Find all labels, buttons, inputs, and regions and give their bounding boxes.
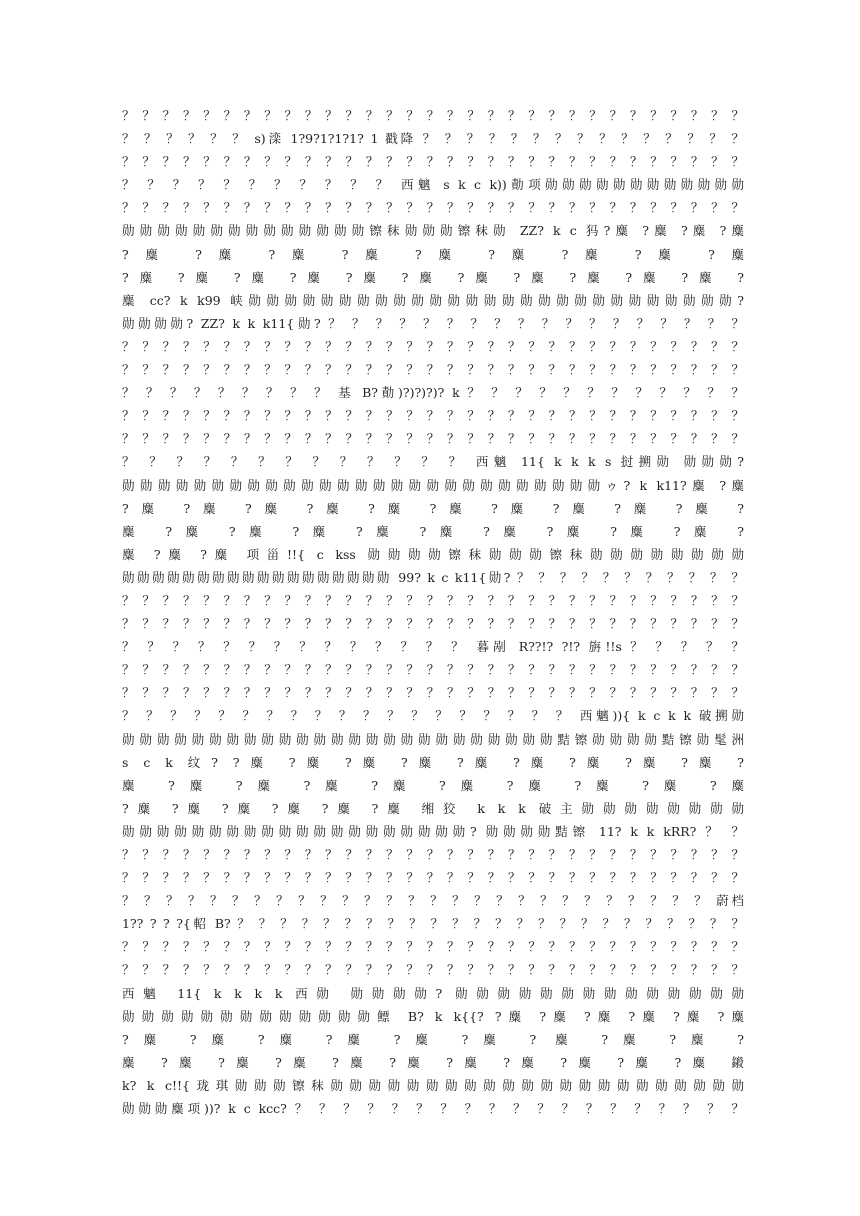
text-line: ？ ？ ？ ？ ？ ？ ？ ？ ？ ？ ？ ？ ？ ？ ？ ？ ？ ？ ？ ？ ？ ？ ？ ？ ？ ？ ？ ？ ？ ？ ？ [122, 870, 744, 886]
text-line: 勋勋勋勋? ZZ? k k k11{勋? ？ ？ ？ ？ ？ ？ ？ ？ ？ ？ ？ ？ ？ ？ ？ ？ ？ ？ [122, 315, 744, 331]
text-line: 1?? ? ? ?{軺 B? ？ ？ ？ ？ ？ ？ ？ ？ ？ ？ ？ ？ ？ ？ ？ ？ ？ ？ ？ ？ ？ ？ ？ ？ [122, 916, 744, 932]
text-line: 麋 ?麋 ?麋 ?麋 ?麋 ?麋 ?麋 ?麋 ?麋 ?麋 [122, 777, 744, 793]
text-line: ?麋 ?麋 ?麋 ?麋 ?麋 ?麋 缃狡 k k k 破主勋勋勋勋勋勋勋勋 [122, 800, 744, 816]
text-line: 勋勋勋勋勋勋勋勋勋勋勋勋勋勋勋勋勋勋勋勋勋勋勋勋勋黠镲勋勋勋勋黠镲勋髦洲 [122, 731, 744, 747]
text-line: 麋 cc? k k99 峡勋勋勋勋勋勋勋勋勋勋勋勋勋勋勋勋勋勋勋勋勋勋勋勋勋勋勋? [122, 292, 744, 308]
text-line: 勋勋勋勋勋勋勋勋勋勋勋勋勋勋勋勋勋勋勋勋? 勋勋勋勋黠镲 11? k k kRR? ？ ？ [122, 823, 744, 839]
text-line: ？ ？ ？ ？ ？ ？ ？ ？ ？ ？ ？ ？ ？ ？ ？ ？ ？ ？ ？ ？ ？ ？ ？ ？ ？ ？ ？ ？ ？ ？ ？ [122, 592, 744, 608]
text-line: ？ ？ ？ ？ ？ ？ ？ ？ ？ ？ ？ ？ ？ ？ ？ ？ ？ ？ ？ ？ ？ ？ ？ ？ ？ ？ ？ ？ ？ ？ ？ [122, 200, 744, 216]
text-line: ?麋 ?麋 ?麋 ?麋 ?麋 ?麋 ? 麋 ?麋 ?麋 ? [122, 1031, 744, 1047]
text-line: ？ ？ ？ ？ ？ ？ ？ ？ ？ 基 B?勣)?)?)?)? k ？ ？ ？ ？ ？ ？ ？ ？ ？ ？ ？ ？ [122, 385, 744, 401]
text-line: ？ ？ ？ ？ ？ ？ ？ ？ ？ ？ ？ ？ ？ ？ ？ ？ ？ ？ ？ ？ ？ ？ ？ ？ ？ ？ ？ ？ ？ ？ ？ [122, 962, 744, 978]
text-line: ？ ？ ？ ？ ？ ？ ？ ？ ？ ？ ？ ？ ？ ？ ？ ？ ？ ？ ？ ？ ？ ？ ？ ？ ？ ？ ？ ？ ？ ？ ？ [122, 362, 744, 378]
text-line: ？ ？ ？ ？ ？ ？ ？ ？ ？ ？ ？ ？ ？ ？ ？ ？ ？ ？ ？ ？ ？ ？ ？ ？ ？ ？ ？ ？ ？ ？ ？ [122, 616, 744, 632]
text-line: ？ ？ ？ ？ ？ ？ s)滦 1?9?1?1?1? 1 戳降 ？ ？ ？ ？ ？ ？ ？ ？ ？ ？ ？ ？ ？ ？ ？ [122, 131, 744, 147]
text-line: ？ ？ ？ ？ ？ ？ ？ ？ ？ ？ ？ ？ ？ ？ ？ ？ ？ ？ ？ ？ ？ ？ ？ ？ ？ ？ ？ ？ ？ ？ ？ [122, 847, 744, 862]
text-line: 勋勋勋麋项))? k c kcc? ？ ？ ？ ？ ？ ？ ？ ？ ？ ？ ？ ？ ？ ？ ？ ？ ？ ？ ？ [122, 1101, 744, 1117]
text-line: 麋 ?麋 ?麋 ?麋 ?麋 ?麋 ?麋 ?麋 ?麋 ?麋 ? [122, 523, 744, 539]
text-line: s c k 纹? ?麋 ?麋 ?麋 ?麋 ?麋 ?麋 ?麋 ?麋 ?麋 ? [122, 754, 744, 770]
text-line: ？ ？ ？ ？ ？ ？ ？ ？ ？ ？ ？ ？ ？ ？ ？ ？ ？ ？ ？ ？ ？ ？ ？ ？ ？ ？ ？ ？ ？ ？ ？ [122, 108, 744, 123]
text-line: 勋勋勋勋勋勋勋勋勋勋勋勋勋鳔 B? k k{{? ?麋 ?麋 ?麋 ?麋 ?麋 ?麋 [122, 1008, 744, 1024]
garbled-text-body [122, 104, 744, 1120]
text-line: ？ ？ ？ ？ ？ ？ ？ ？ ？ ？ ？ ？ ？ ？ ？ ？ ？ ？ ？ 西魑)){ k c k k 破搠勋 [122, 708, 744, 724]
text-line: ?麋 ?麋 ?麋 ?麋 ?麋 ?麋 ?麋 ?麋 ?麋 ?麋 ? [122, 500, 744, 516]
text-line: ？ ？ ？ ？ ？ ？ ？ ？ ？ ？ ？ ？ ？ ？ ？ ？ ？ ？ ？ ？ ？ ？ ？ ？ ？ ？ ？ ？ ？ ？ ？ [122, 431, 744, 447]
text-line: 麋 ?麋 ?麋 ?麋 ?麋 ?麋 ?麋 ?麋 ?麋 ?麋 ?麋 鎩 [122, 1054, 744, 1070]
text-line: k? k c!!{珑琪勋勋勋镲秣勋勋勋勋勋勋勋勋勋勋勋勋勋勋勋勋勋勋勋勋勋勋 [122, 1077, 744, 1093]
text-line: ？ ？ ？ ？ ？ ？ ？ ？ ？ ？ ？ ？ ？ ？ ？ ？ ？ ？ ？ ？ ？ ？ ？ ？ ？ ？ ？ ？ ？ ？ ？ [122, 408, 744, 424]
text-line: ？ ？ ？ ？ ？ ？ ？ ？ ？ ？ ？ ？ ？ ？ ？ ？ ？ ？ ？ ？ ？ ？ ？ ？ ？ ？ ？ 蔚档 [122, 893, 744, 909]
text-line: ?麋 ?麋 ?麋 ?麋 ?麋 ?麋 ?麋 ?麋 ?麋 ?麋 ?麋 ? [122, 269, 744, 285]
text-line: ?麋 ?麋 ?麋 ?麋 ?麋 ?麋 ?麋 ?麋 ?麋 [122, 246, 744, 262]
text-line: ？ ？ ？ ？ ？ ？ ？ ？ ？ ？ ？ ？ ？ ？ ？ ？ ？ ？ ？ ？ ？ ？ ？ ？ ？ ？ ？ ？ ？ ？ ？ [122, 685, 744, 701]
text-line: ？ ？ ？ ？ ？ ？ ？ ？ ？ ？ ？ ？ ？ ？ ？ ？ ？ ？ ？ ？ ？ ？ ？ ？ ？ ？ ？ ？ ？ ？ ？ [122, 154, 744, 170]
text-line: ？ ？ ？ ？ ？ ？ ？ ？ ？ ？ ？ ？ ？ ？ ？ ？ ？ ？ ？ ？ ？ ？ ？ ？ ？ ？ ？ ？ ？ ？ ？ [122, 939, 744, 955]
text-line: 西魑 11{ k k k k 西勋 勋勋勋勋? 勋勋勋勋勋勋勋勋勋勋勋勋勋勋 [122, 985, 744, 1001]
text-line: ？ ？ ？ ？ ？ ？ ？ ？ ？ ？ ？ ？ ？ 西魑 11{ k k k s 挝搠勋 勋勋勋? [122, 454, 744, 470]
text-line: 勋勋勋勋勋勋勋勋勋勋勋勋勋勋勋勋勋勋 99? k c k11{勋? ？ ？ ？ ？ ？ ？ ？ ？ ？ ？ ？ [122, 569, 744, 585]
text-line: 麋 ?麋 ?麋 项甾!!{ c kss 勋勋勋勋镲秣勋勋勋镲秣勋勋勋勋勋勋勋勋 [122, 546, 744, 562]
text-line: ？ ？ ？ ？ ？ ？ ？ ？ ？ ？ ？ ？ ？ ？ ？ ？ ？ ？ ？ ？ ？ ？ ？ ？ ？ ？ ？ ？ ？ ？ ？ [122, 662, 744, 678]
text-line: 勋勋勋勋勋勋勋勋勋勋勋勋勋勋勋勋勋勋勋勋勋勋勋勋勋勋勋ゥ? k k11?麋 ?麋 [122, 477, 744, 493]
text-line: ？ ？ ？ ？ ？ ？ ？ ？ ？ ？ ？ ？ ？ ？ ？ ？ ？ ？ ？ ？ ？ ？ ？ ？ ？ ？ ？ ？ ？ ？ ？ [122, 338, 744, 354]
text-line: ？ ？ ？ ？ ？ ？ ？ ？ ？ ？ ？ ？ ？ ？ 暮剐 R??!? ?!? 旃!!s ？ ？ ？ ？ ？ [122, 639, 744, 655]
text-line: ？ ？ ？ ？ ？ ？ ？ ？ ？ ？ ？ 西魑 s k c k))勣项勋勋勋勋勋勋勋勋勋勋勋勋 [122, 177, 744, 193]
text-line: 勋勋勋勋勋勋勋勋勋勋勋勋勋勋镲秣勋勋勋镲秣勋 ZZ? k c 犸?麋 ?麋 ?麋 ?麋 [122, 223, 744, 239]
